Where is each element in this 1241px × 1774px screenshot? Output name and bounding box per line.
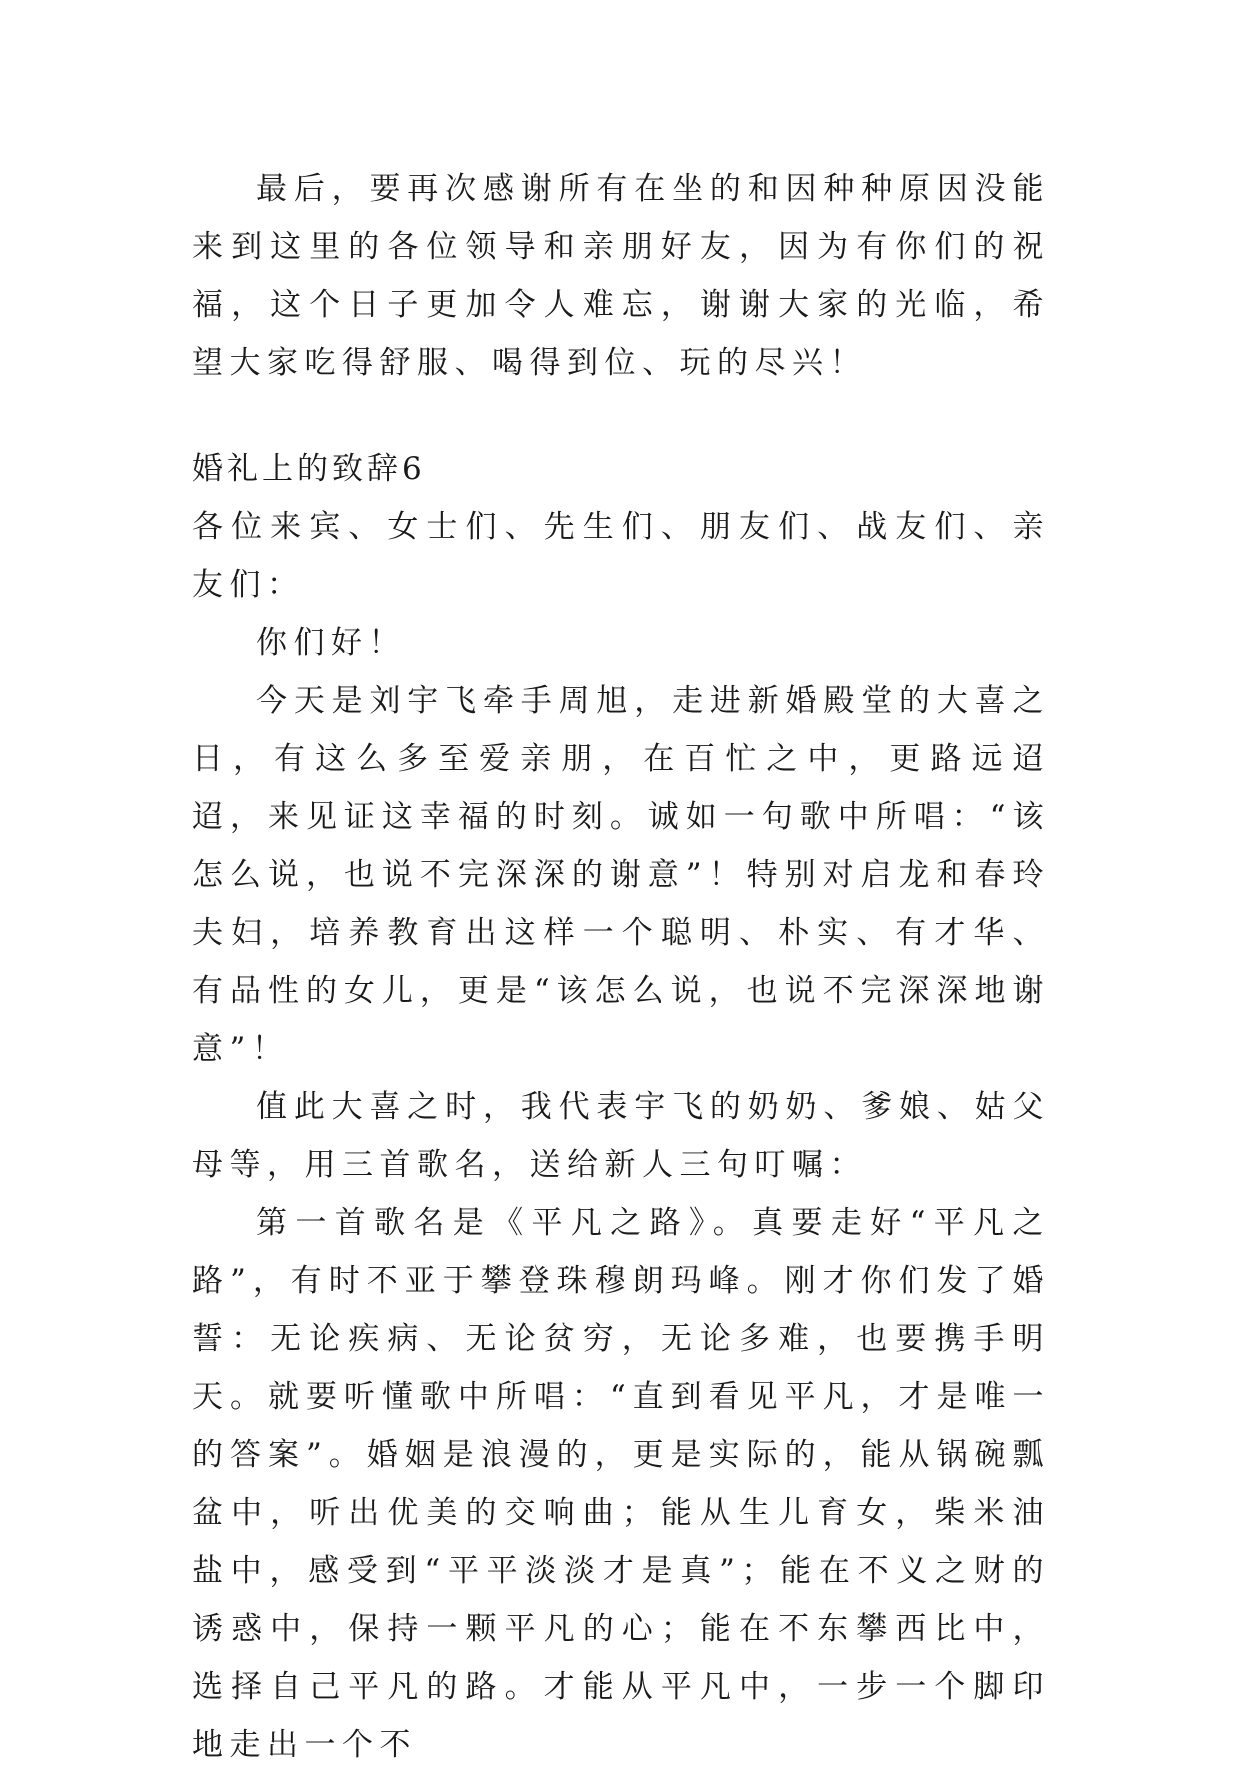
body-paragraph-3: 第一首歌名是《平凡之路》。真要走好“平凡之路”，有时不亚于攀登珠穆朗玛峰。刚才你们发了婚誓：无论疾病、无论贫穷，无论多难，也要携手明天。就要听懂歌中所唱：“直到看见平凡，才是唯一的答案”。婚姻是浪漫的，更是实际的，能从锅碗瓢盆中，听出优美的交响曲；能从生儿育女，柴米油盐中，感受到“平平淡淡才是真”；能在不义之财的诱惑中，保持一颗平凡的心；能在不东攀西比中，选择自己平凡的路。才能从平凡中，一步一个脚印地走出一个不 <box>192 1205 1050 1763</box>
greeting: 你们好！ <box>256 625 406 661</box>
section-title: 婚礼上的致辞6 <box>192 451 426 487</box>
closing-paragraph: 最后，要再次感谢所有在坐的和因种种原因没能来到这里的各位领导和亲朋好友，因为有你们的祝福，这个日子更加令人难忘，谢谢大家的光临，希望大家吃得舒服、喝得到位、玩的尽兴！ <box>192 171 1050 381</box>
body-paragraph-2: 值此大喜之时，我代表宇飞的奶奶、爹娘、姑父母等，用三首歌名，送给新人三句叮嘱： <box>192 1089 1050 1183</box>
body-paragraph-1: 今天是刘宇飞牵手周旭，走进新婚殿堂的大喜之日，有这么多至爱亲朋，在百忙之中，更路远迢迢，来见证这幸福的时刻。诚如一句歌中所唱：“该怎么说，也说不完深深的谢意”！特别对启龙和春玲夫妇，培养教育出这样一个聪明、朴实、有才华、有品性的女儿，更是“该怎么说，也说不完深深地谢意”！ <box>192 683 1050 1067</box>
document-page <box>192 160 1050 1774</box>
salutation: 各位来宾、女士们、先生们、朋友们、战友们、亲友们： <box>192 509 1050 603</box>
section-gap <box>192 392 1050 440</box>
